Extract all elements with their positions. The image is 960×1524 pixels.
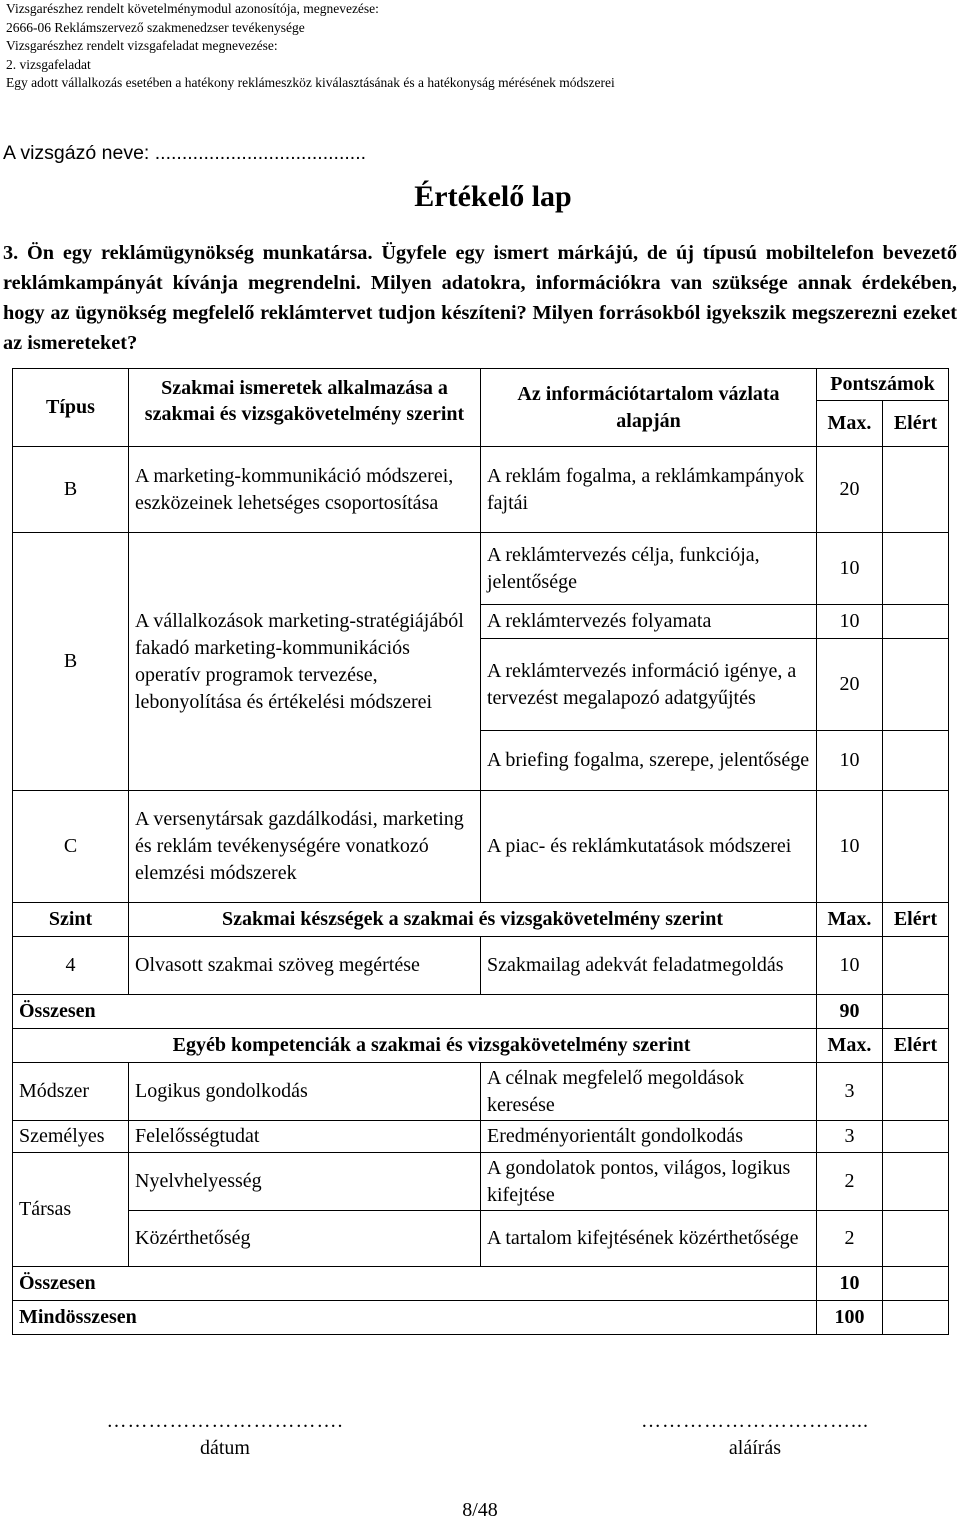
row-outline-item: A reklámtervezés folyamata (481, 605, 817, 639)
signature-dots: …………………………... (641, 1410, 869, 1432)
competence-achieved (883, 1211, 949, 1267)
competence-max: 2 (817, 1153, 883, 1211)
candidate-name-field: A vizsgázó neve: ....................................... (3, 142, 367, 164)
row-outline-item: A reklám fogalma, a reklámkampányok fajtái (481, 447, 817, 533)
subtotal-label: Összesen (13, 995, 817, 1029)
header-line: Vizsgarészhez rendelt vizsgafeladat megnevezése: (6, 38, 278, 54)
competence-category: Társas (13, 1153, 129, 1267)
competence-achieved (883, 1063, 949, 1121)
row-achieved (883, 447, 949, 533)
skills-achieved-header: Elért (883, 903, 949, 937)
header-knowledge: Szakmai ismeretek alkalmazása a szakmai és vizsgakövetelmény szerint (129, 369, 481, 447)
page-title: Értékelő lap (414, 180, 572, 213)
competence-achieved (883, 1121, 949, 1153)
header-line: 2. vizsgafeladat (6, 56, 91, 72)
row-type: B (13, 533, 129, 791)
row-max: 20 (817, 639, 883, 731)
competence-name: Közérthetőség (129, 1211, 481, 1267)
row-max: 10 (817, 731, 883, 791)
competence-max: 3 (817, 1063, 883, 1121)
page-number: 8/48 (462, 1499, 498, 1521)
skills-max: 10 (817, 937, 883, 995)
competence-category: Módszer (13, 1063, 129, 1121)
subtotal-label: Összesen (13, 1267, 817, 1301)
competences-achieved-header: Elért (883, 1029, 949, 1063)
row-max: 20 (817, 447, 883, 533)
row-topic: A marketing-kommunikáció módszerei, eszközeinek lehetséges csoportosítása (129, 447, 481, 533)
date-label: dátum (200, 1437, 250, 1459)
row-outline-item: A piac- és reklámkutatások módszerei (481, 791, 817, 903)
row-achieved (883, 639, 949, 731)
row-max: 10 (817, 605, 883, 639)
skills-title: Szakmai készségek a szakmai és vizsgakövetelmény szerint (129, 903, 817, 937)
grand-total-value: 100 (817, 1301, 883, 1335)
subtotal-achieved (883, 995, 949, 1029)
competence-item: A gondolatok pontos, világos, logikus kifejtése (481, 1153, 817, 1211)
subtotal-achieved (883, 1267, 949, 1301)
document-header (6, 0, 615, 93)
competence-item: Eredményorientált gondolkodás (481, 1121, 817, 1153)
subtotal-value: 90 (817, 995, 883, 1029)
row-max: 10 (817, 791, 883, 903)
header-line: Egy adott vállalkozás esetében a hatékony reklámeszköz kiválasztásának és a hatékonyság mérésének módszerei (6, 75, 615, 91)
signature-block (620, 1410, 890, 1460)
competence-item: A tartalom kifejtésének közérthetősége (481, 1211, 817, 1267)
row-topic: A versenytársak gazdálkodási, marketing és reklám tevékenységére vonatkozó elemzési módszerek (129, 791, 481, 903)
competences-max-header: Max. (817, 1029, 883, 1063)
skills-item: Szakmailag adekvát feladatmegoldás (481, 937, 817, 995)
row-achieved (883, 731, 949, 791)
row-max: 10 (817, 533, 883, 605)
date-dots: ……………………………. (106, 1410, 344, 1432)
evaluation-table (12, 368, 949, 1335)
header-line: Vizsgarészhez rendelt követelménymodul azonosítója, megnevezése: (6, 1, 379, 16)
grand-total-label: Mindösszesen (13, 1301, 817, 1335)
row-type: C (13, 791, 129, 903)
date-signature-block (90, 1410, 360, 1460)
grand-total-achieved (883, 1301, 949, 1335)
competence-max: 2 (817, 1211, 883, 1267)
header-type: Típus (13, 369, 129, 447)
subtotal-value: 10 (817, 1267, 883, 1301)
row-topic: A vállalkozások marketing-stratégiájából fakadó marketing-kommunikációs operatív programok tervezése, lebonyolítása és értékelési módszerei (129, 533, 481, 791)
competence-name: Felelősségtudat (129, 1121, 481, 1153)
header-achieved: Elért (883, 401, 949, 447)
row-outline-item: A reklámtervezés információ igénye, a tervezést megalapozó adatgyűjtés (481, 639, 817, 731)
skills-achieved (883, 937, 949, 995)
competence-item: A célnak megfelelő megoldások keresése (481, 1063, 817, 1121)
row-outline-item: A reklámtervezés célja, funkciója, jelentősége (481, 533, 817, 605)
row-outline-item: A briefing fogalma, szerepe, jelentősége (481, 731, 817, 791)
header-max: Max. (817, 401, 883, 447)
competence-max: 3 (817, 1121, 883, 1153)
skills-level-header: Szint (13, 903, 129, 937)
header-outline: Az információtartalom vázlata alapján (481, 369, 817, 447)
skills-level: 4 (13, 937, 129, 995)
skills-skill: Olvasott szakmai szöveg megértése (129, 937, 481, 995)
task-text: 3. Ön egy reklámügynökség munkatársa. Ügyfele egy ismert márkájú, de új típusú mobiltelefon bevezető reklámkampányát kívánja megrendelni. Milyen adatokra, információkra van szüksége annak érdekében, hogy az ügynökség megfelelő reklámtervet tudjon készíteni? Milyen forrásokból igyekszik megszerezni ezeket az ismereteket? (3, 242, 957, 354)
row-achieved (883, 605, 949, 639)
competence-name: Nyelvhelyesség (129, 1153, 481, 1211)
row-achieved (883, 791, 949, 903)
competence-category: Személyes (13, 1121, 129, 1153)
signature-label: aláírás (728, 1437, 782, 1459)
skills-max-header: Max. (817, 903, 883, 937)
header-points: Pontszámok (817, 369, 949, 401)
competences-title: Egyéb kompetenciák a szakmai és vizsgakövetelmény szerint (13, 1029, 817, 1063)
row-type: B (13, 447, 129, 533)
competence-name: Logikus gondolkodás (129, 1063, 481, 1121)
header-line: 2666-06 Reklámszervező szakmenedzser tevékenysége (6, 19, 305, 35)
row-achieved (883, 533, 949, 605)
competence-achieved (883, 1153, 949, 1211)
